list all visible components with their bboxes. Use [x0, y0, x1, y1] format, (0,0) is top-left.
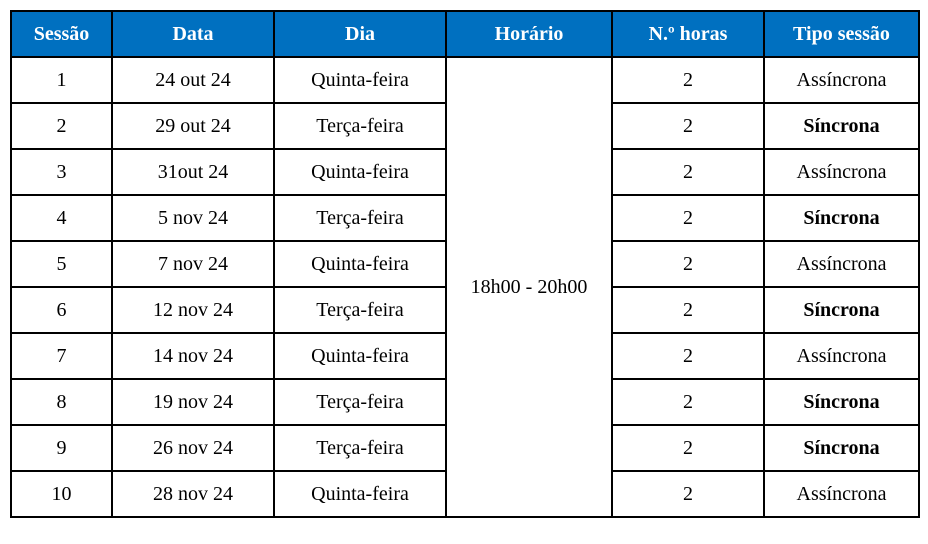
- header-data: Data: [112, 11, 274, 57]
- cell-tipo: Assíncrona: [764, 241, 919, 287]
- cell-data: 28 nov 24: [112, 471, 274, 517]
- header-num-horas: N.º horas: [612, 11, 764, 57]
- table-row: [11, 57, 919, 103]
- cell-tipo: Assíncrona: [764, 471, 919, 517]
- cell-data: 26 nov 24: [112, 425, 274, 471]
- cell-sessao: 8: [11, 379, 112, 425]
- cell-sessao: 10: [11, 471, 112, 517]
- cell-horas: 2: [612, 425, 764, 471]
- cell-horas: 2: [612, 195, 764, 241]
- cell-data: 14 nov 24: [112, 333, 274, 379]
- cell-horas: 2: [612, 241, 764, 287]
- cell-tipo: Síncrona: [764, 425, 919, 471]
- cell-tipo: Assíncrona: [764, 333, 919, 379]
- cell-data: 7 nov 24: [112, 241, 274, 287]
- table-body: [11, 57, 919, 517]
- header-horario: Horário: [446, 11, 612, 57]
- cell-dia: Quinta-feira: [274, 57, 446, 103]
- cell-dia: Terça-feira: [274, 425, 446, 471]
- cell-tipo: Síncrona: [764, 287, 919, 333]
- cell-sessao: 6: [11, 287, 112, 333]
- cell-sessao: 3: [11, 149, 112, 195]
- cell-dia: Terça-feira: [274, 379, 446, 425]
- cell-sessao: 9: [11, 425, 112, 471]
- cell-sessao: 7: [11, 333, 112, 379]
- cell-horario: 18h00 - 20h00: [446, 57, 612, 517]
- cell-dia: Terça-feira: [274, 103, 446, 149]
- cell-sessao: 4: [11, 195, 112, 241]
- table-header: [11, 11, 919, 57]
- header-tipo-sessao: Tipo sessão: [764, 11, 919, 57]
- cell-data: 19 nov 24: [112, 379, 274, 425]
- cell-dia: Terça-feira: [274, 195, 446, 241]
- cell-horas: 2: [612, 379, 764, 425]
- cell-dia: Quinta-feira: [274, 471, 446, 517]
- cell-tipo: Síncrona: [764, 379, 919, 425]
- cell-tipo: Síncrona: [764, 195, 919, 241]
- cell-horas: 2: [612, 333, 764, 379]
- cell-data: 12 nov 24: [112, 287, 274, 333]
- session-schedule-table: [10, 10, 920, 518]
- cell-data: 5 nov 24: [112, 195, 274, 241]
- cell-sessao: 2: [11, 103, 112, 149]
- cell-horas: 2: [612, 103, 764, 149]
- cell-horas: 2: [612, 287, 764, 333]
- header-row: [11, 11, 919, 57]
- cell-tipo: Assíncrona: [764, 57, 919, 103]
- cell-horas: 2: [612, 471, 764, 517]
- cell-dia: Quinta-feira: [274, 333, 446, 379]
- cell-sessao: 5: [11, 241, 112, 287]
- header-sessao: Sessão: [11, 11, 112, 57]
- cell-horas: 2: [612, 149, 764, 195]
- cell-data: 24 out 24: [112, 57, 274, 103]
- cell-tipo: Síncrona: [764, 103, 919, 149]
- cell-data: 31out 24: [112, 149, 274, 195]
- cell-dia: Quinta-feira: [274, 241, 446, 287]
- cell-tipo: Assíncrona: [764, 149, 919, 195]
- header-dia: Dia: [274, 11, 446, 57]
- cell-dia: Quinta-feira: [274, 149, 446, 195]
- cell-dia: Terça-feira: [274, 287, 446, 333]
- cell-data: 29 out 24: [112, 103, 274, 149]
- cell-sessao: 1: [11, 57, 112, 103]
- cell-horas: 2: [612, 57, 764, 103]
